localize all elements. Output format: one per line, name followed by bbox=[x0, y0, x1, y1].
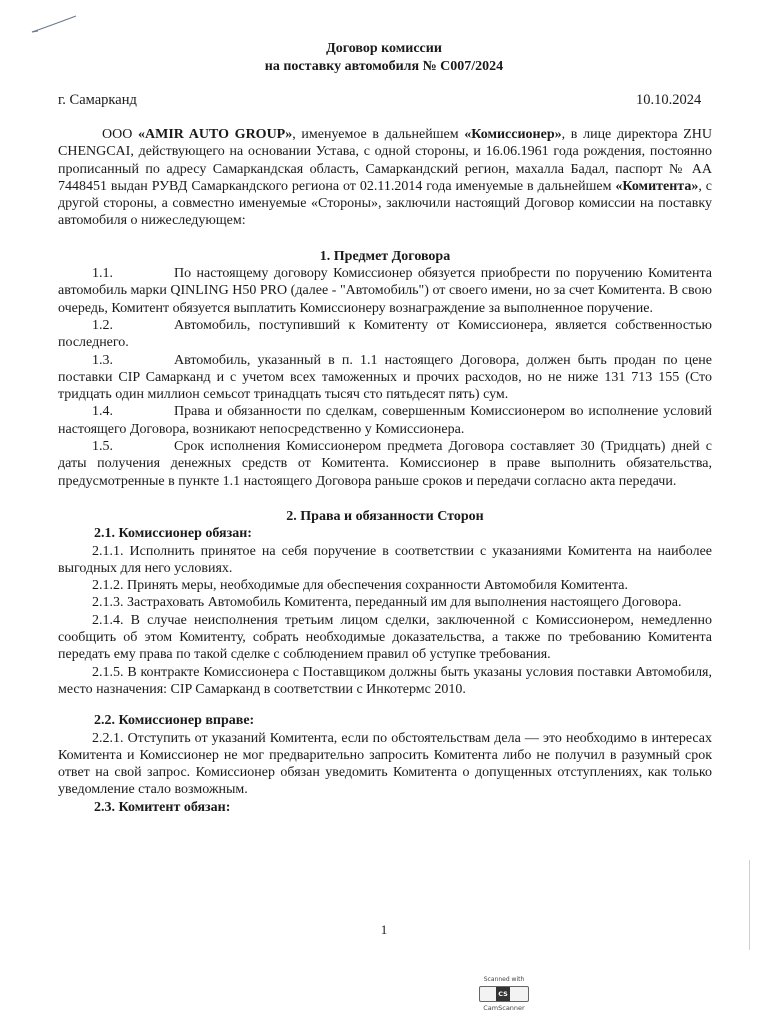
scanner-watermark bbox=[478, 976, 530, 1018]
clause-2-1-5: 2.1.5. В контракте Комиссионера с Поставщиком должны быть указаны условия поставки Автомобиля, место назначения: CIP Самарканд в соответствии с Инкотермс 2010. bbox=[58, 664, 712, 697]
contract-city: г. Самарканд bbox=[58, 92, 137, 108]
pen-mark-icon bbox=[30, 14, 80, 36]
subsection-2-2-heading: 2.2. Комиссионер вправе: bbox=[94, 713, 255, 729]
camscanner-brand: CamScanner bbox=[483, 1004, 525, 1012]
preamble bbox=[58, 126, 712, 230]
clause-number: 1.2. bbox=[92, 317, 113, 333]
commissioner-term: «Комиссионер» bbox=[464, 127, 562, 142]
clause-1-4 bbox=[58, 403, 712, 438]
contract-date: 10.10.2024 bbox=[636, 92, 702, 108]
subsection-2-3-heading: 2.3. Комитент обязан: bbox=[94, 799, 231, 815]
clause-number: 1.5. bbox=[92, 439, 113, 455]
preamble-text: , с другой стороны, а совместно именуемые «Стороны», заключили настоящий Договор комиссии на поставку автомобиля о нижеследующем: bbox=[58, 178, 713, 229]
scan-edge-line bbox=[749, 860, 750, 950]
clause-text: По настоящему договору Комиссионер обязуется приобрести по поручению Комитента автомобиль марки QINLING H50 PRO (далее - "Автомобиль") от своего имени, но за счет Комитента. В свою очередь, Комитент обязуется выплатить Комиссионеру вознаграждение за выполненное поручение. bbox=[58, 266, 712, 316]
preamble-text: , в лице директора ZHU CHENGCAI, действующего на основании Устава, с одной стороны, и 16.06.1961 года рождения, постоянно прописанный по адресу Самаркандская область, Самаркандский регион, махалла Бадал, паспорт № АА 7448451 выдан РУВД Самаркандского региона от 02.11.2014 года именуемые в дальнейшем bbox=[58, 127, 712, 194]
preamble-text: , именуемое в дальнейшем bbox=[292, 127, 465, 142]
clause-text: Автомобиль, указанный в п. 1.1 настоящего Договора, должен быть продан по цене поставки CIP Самарканд и с учетом всех таможенных и прочих расходов, но не ниже 131 713 155 (Сто тридцать один миллион семьсот тринадцать тысяч сто пятьдесят пять) сум. bbox=[58, 352, 712, 403]
clause-1-1 bbox=[58, 265, 712, 317]
scanner-caption: Scanned with bbox=[483, 976, 525, 983]
page-number: 1 bbox=[380, 922, 388, 937]
clause-number: 1.1. bbox=[92, 266, 113, 282]
clause-2-2-1: 2.2.1. Отступить от указаний Комитента, если по обстоятельствам дела — это необходимо в интересах Комитента и Комиссионер не мог предварительно запросить Комитента либо не получил в разумный срок ответ на свой запрос. Комиссионер обязан уведомить Комитента о допущенных отступлениях, как только уведомление стало возможным. bbox=[58, 730, 712, 798]
section-1-heading: 1. Предмет Договора bbox=[319, 248, 451, 264]
contract-body bbox=[58, 126, 712, 816]
clause-1-2 bbox=[58, 317, 712, 352]
company-name: «AMIR AUTO GROUP» bbox=[138, 127, 293, 142]
clause-2-1-1: 2.1.1. Исполнить принятое на себя поручение в соответствии с указаниями Комитента на наиболее выгодных для него условиях. bbox=[58, 543, 712, 576]
camscanner-badge: CS bbox=[496, 987, 510, 1001]
clause-2-1-4: 2.1.4. В случае неисполнения третьим лицом сделки, заключенной с Комиссионером, немедленно сообщить об этом Комитенту, собрать необходимые доказательства, а также по требованию Комитента передать ему права по такой сделке с соблюдением правил об уступке требования. bbox=[58, 612, 712, 663]
clause-text: Права и обязанности по сделкам, совершенным Комиссионером во исполнение условий настоящего Договора, возникают непосредственно у Комиссионера. bbox=[58, 404, 712, 437]
clause-2-1-3: 2.1.3. Застраховать Автомобиль Комитента, переданный им для выполнения настоящего Договора. bbox=[92, 595, 682, 611]
committent-term: «Комитента» bbox=[615, 178, 699, 194]
subsection-2-1-heading: 2.1. Комиссионер обязан: bbox=[94, 526, 252, 542]
clause-number: 1.4. bbox=[92, 404, 113, 420]
clause-text: Автомобиль, поступивший к Комитенту от Комиссионера, является собственностью последнего. bbox=[58, 317, 712, 351]
clause-2-1-2: 2.1.2. Принять меры, необходимые для обеспечения сохранности Автомобиля Комитента. bbox=[92, 578, 628, 594]
camscanner-logo-icon bbox=[479, 986, 529, 1012]
contract-subtitle: на поставку автомобиля № С007/2024 bbox=[264, 59, 504, 74]
section-2-heading: 2. Права и обязанности Сторон bbox=[286, 508, 484, 524]
preamble-text: ООО bbox=[102, 127, 139, 142]
clause-text: Срок исполнения Комиссионером предмета Договора составляет 30 (Тридцать) дней с даты получения денежных средств от Комитента. Комиссионер в праве выполнить обязательства, предусмотренные в пункте 1.1 настоящего Договора раньше сроков и передачи согласно акта передачи. bbox=[58, 439, 712, 489]
clause-1-3 bbox=[58, 352, 712, 404]
clause-1-5 bbox=[58, 438, 712, 490]
contract-title: Договор комиссии bbox=[326, 41, 442, 56]
clause-number: 1.3. bbox=[92, 352, 113, 368]
